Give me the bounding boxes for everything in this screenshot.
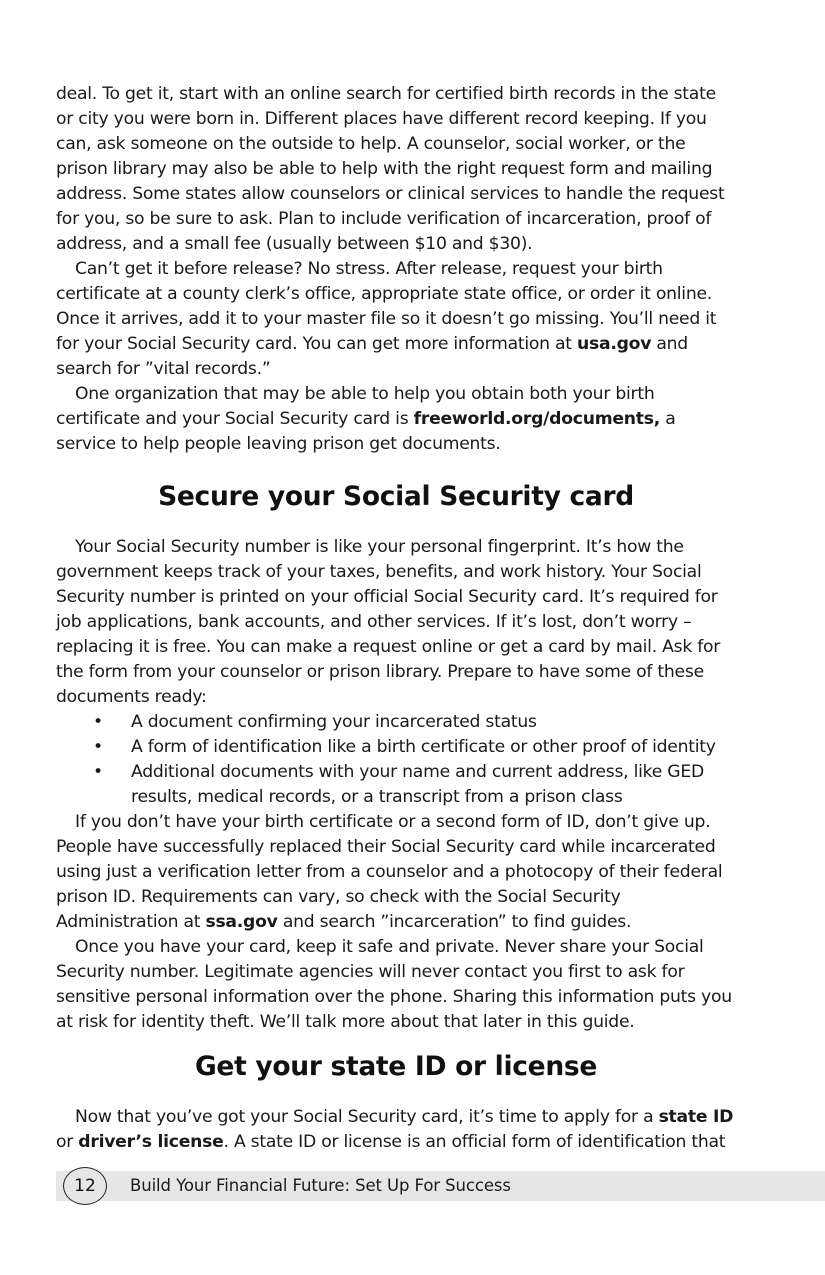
list-item <box>56 760 736 810</box>
state-id-text-a: Now that you’ve got your Social Security card, it’s time to apply for a <box>75 1107 659 1127</box>
intro-paragraph-3-text: One organization that may be able to help you obtain both your birth certificate and your Social Security card is <box>56 384 655 429</box>
ssa-gov-link: ssa.gov <box>205 912 278 932</box>
bullet-icon: • <box>93 762 103 782</box>
social-security-paragraph-2-text: If you don’t have your birth certificate or a second form of ID, don’t give up. People have successfully replaced their Social Security card while incarcerated using just a verification letter from a counselor and a photocopy of their federal prison ID. Requirements can vary, so check with the Social Security Administration at <box>56 812 723 932</box>
page-content <box>56 82 736 1155</box>
social-security-paragraph-2 <box>56 810 736 935</box>
social-security-paragraph-3: Once you have your card, keep it safe and private. Never share your Social Security number. Legitimate agencies will never contact you first to ask for sensitive personal information over the phone. Sharing this information puts you at risk for identity theft. We’ll talk more about that later in this guide. <box>56 937 732 1032</box>
list-item-text: A document confirming your incarcerated status <box>131 712 537 732</box>
heading-social-security: Secure your Social Security card <box>158 481 634 512</box>
drivers-license-emphasis: driver’s license <box>78 1132 224 1152</box>
intro-paragraph-2-text-end: and search for ”vital records.” <box>56 334 688 379</box>
intro-paragraph-2-text: Can’t get it before release? No stress. After release, request your birth certificate at a county clerk’s office, appropriate state office, or order it online. Once it arrives, add it to your master file so it doesn’t go missing. You’ll need it for your Social Security card. You can get more information at <box>56 259 717 354</box>
state-id-text-b: or <box>56 1132 79 1152</box>
list-item <box>56 735 736 760</box>
footer-title: Build Your Financial Future: Set Up For Success <box>130 1176 511 1195</box>
usa-gov-link: usa.gov <box>577 334 652 354</box>
intro-paragraph-1: deal. To get it, start with an online search for certified birth records in the state or city you were born in. Different places have different record keeping. If you can, ask someone on the outside to help. A counselor, social worker, or the prison library may also be able to help with the right request form and mailing address. Some states allow counselors or clinical services to handle the request for you, so be sure to ask. Plan to include verification of incarceration, proof of address, and a small fee (usually between $10 and $30). <box>56 84 725 254</box>
heading-state-id: Get your state ID or license <box>194 1051 598 1082</box>
page-number: 12 <box>63 1167 107 1205</box>
intro-paragraph-3-text-end: a service to help people leaving prison get documents. <box>56 409 676 454</box>
intro-paragraph-2 <box>56 257 736 382</box>
intro-paragraph-3 <box>56 382 736 457</box>
list-item <box>56 710 736 735</box>
bullet-icon: • <box>93 737 103 757</box>
state-id-text-c: . A state ID or license is an official form of identification that <box>223 1132 726 1152</box>
bullet-icon: • <box>93 712 103 732</box>
state-id-emphasis: state ID <box>658 1107 734 1127</box>
social-security-paragraph-1: Your Social Security number is like your personal fingerprint. It’s how the government keeps track of your taxes, benefits, and work history. Your Social Security number is printed on your official Social Security card. It’s required for job applications, bank accounts, and other services. If it’s lost, don’t worry – replacing it is free. You can make a request online or get a card by mail. Ask for the form from your counselor or prison library. Prepare to have some of these documents ready: <box>56 537 721 707</box>
state-id-paragraph-1 <box>56 1105 736 1155</box>
social-security-paragraph-2-text-end: and search ”incarceration” to find guides. <box>277 912 632 932</box>
documents-list <box>56 710 736 810</box>
list-item-text: A form of identification like a birth certificate or other proof of identity <box>131 737 716 757</box>
list-item-text: Additional documents with your name and current address, like GED results, medical records, or a transcript from a prison class <box>131 762 704 807</box>
freeworld-link: freeworld.org/documents, <box>413 409 660 429</box>
